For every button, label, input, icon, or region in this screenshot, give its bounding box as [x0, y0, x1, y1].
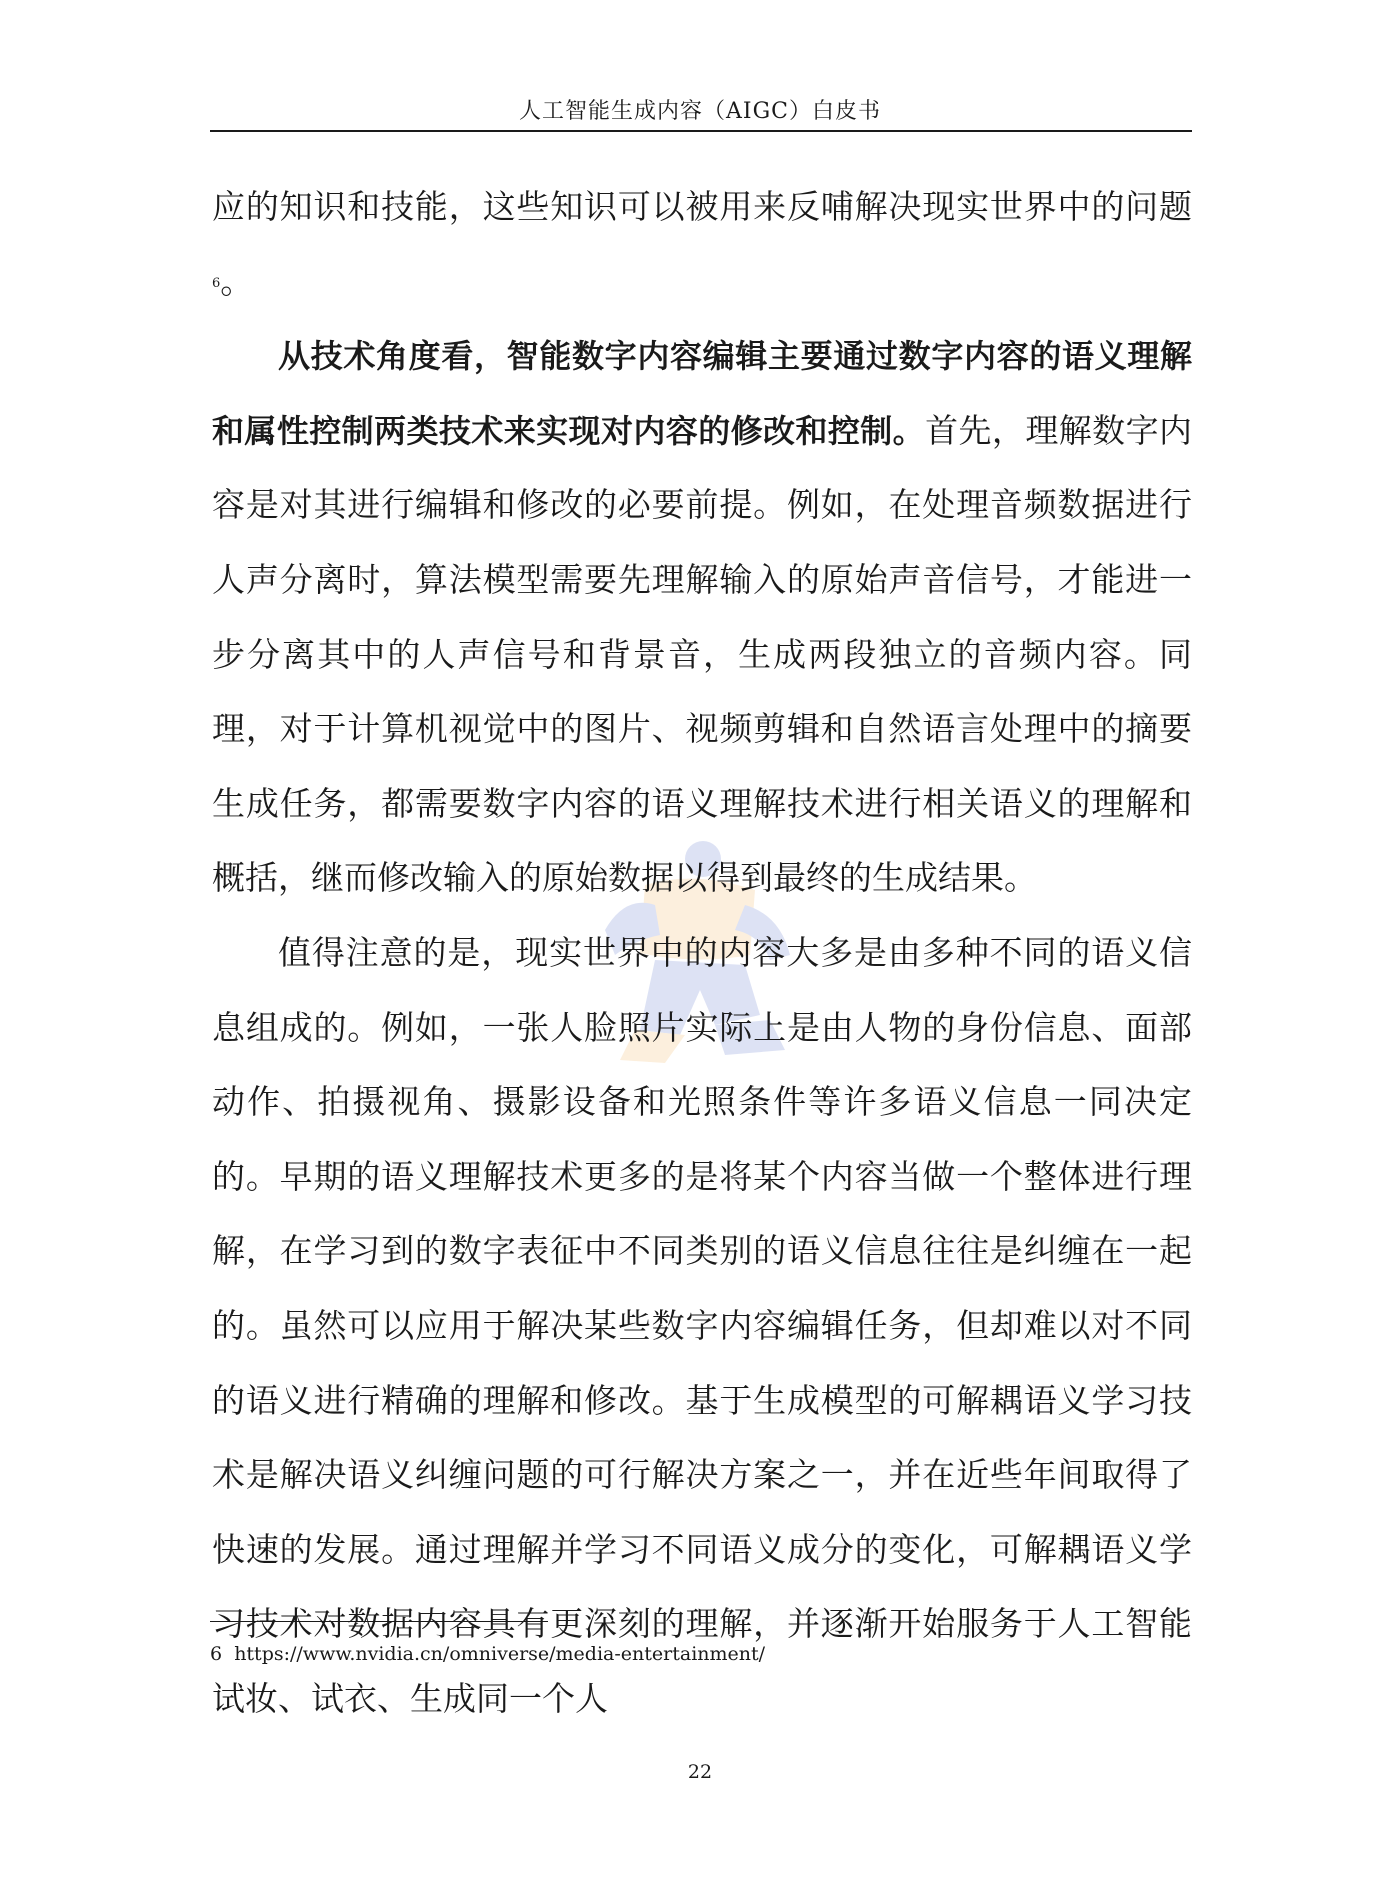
body-text — [212, 170, 1192, 1736]
paragraph-semantic-disentangle — [212, 916, 1192, 1737]
footnote-number: 6 — [210, 1643, 223, 1665]
paragraph-continuation — [212, 170, 1192, 319]
footnote — [210, 1642, 765, 1666]
paragraph-technical-view — [212, 319, 1192, 916]
running-header: 人工智能生成内容（AIGC）白皮书 — [519, 99, 881, 124]
paragraph-text: 值得注意的是，现实世界中的内容大多是由多种不同的语义信息组成的。例如，一张人脸照片实际上是由人物的身份信息、面部动作、拍摄视角、摄影设备和光照条件等许多语义信息一同决定的。早期的语义理解技术更多的是将某个内容当做一个整体进行理解，在学习到的数字表征中不同类别的语义信息往往是纠缠在一起的。虽然可以应用于解决某些数字内容编辑任务，但却难以对不同的语义进行精确的理解和修改。基于生成模型的可解耦语义学习技术是解决语义纠缠问题的可行解决方案之一，并在近些年间取得了快速的发展。通过理解并学习不同语义成分的变化，可解耦语义学习技术对数据内容具有更深刻的理解，并逐渐开始服务于人工智能试妆、试衣、生成同一个人 — [212, 932, 1192, 1718]
paragraph-tail: 。 — [220, 261, 254, 301]
footnote-rule — [210, 1621, 548, 1622]
page-number: 22 — [687, 1761, 713, 1783]
footnote-reference[interactable]: 6 — [212, 275, 221, 291]
paragraph-text: 首先，理解数字内容是对其进行编辑和修改的必要前提。例如，在处理音频数据进行人声分离时，算法模型需要先理解输入的原始声音信号，才能进一步分离其中的人声信号和背景音，生成两段独立的音频内容。同理，对于计算机视觉中的图片、视频剪辑和自然语言处理中的摘要生成任务，都需要数字内容的语义理解技术进行相关语义的理解和概括，继而修改输入的原始数据以得到最终的生成结果。 — [212, 410, 1192, 898]
footnote-link[interactable]: https://www.nvidia.cn/omniverse/media-entertainment/ — [234, 1643, 766, 1665]
paragraph-text: 应的知识和技能，这些知识可以被用来反哺解决现实世界中的问题 — [212, 187, 1192, 226]
paragraph-lead-bold: 从技术角度看，智能数字内容编辑主要通过数字内容的语义理解和属性控制两类技术来实现对内容的修改和控制。 — [212, 337, 1192, 450]
header-rule — [210, 130, 1192, 132]
